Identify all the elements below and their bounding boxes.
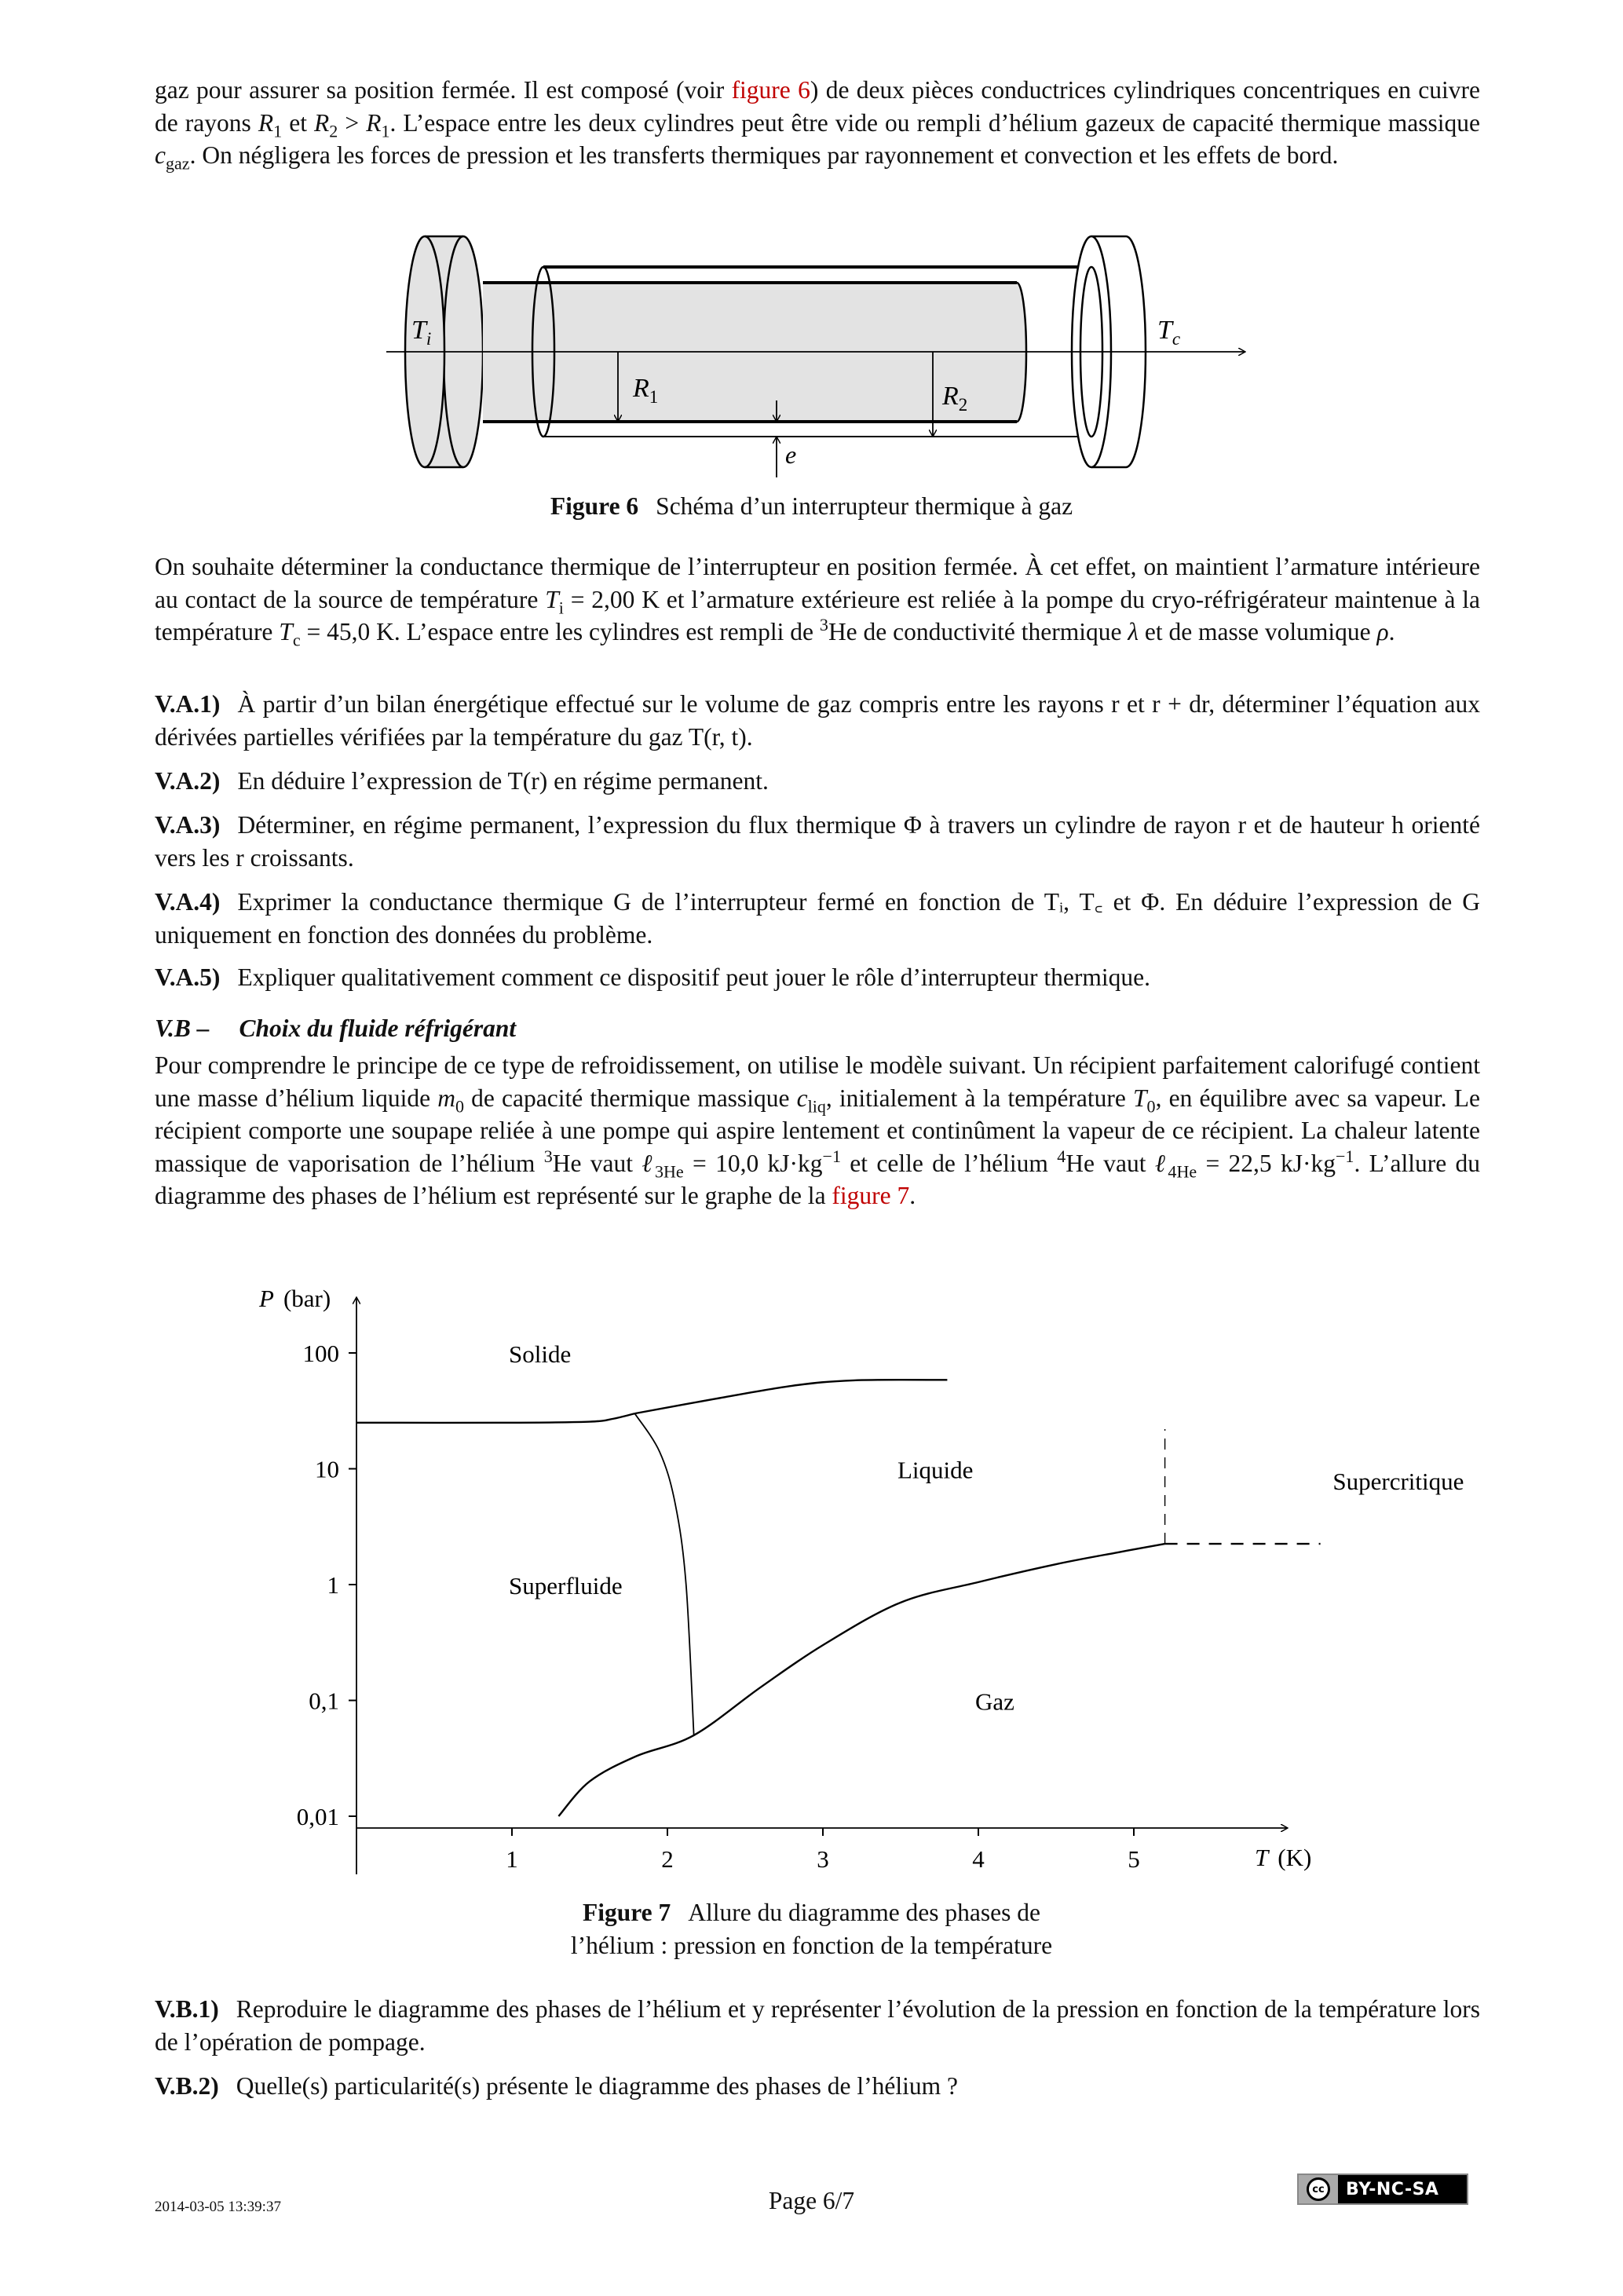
x-tick-label: 2: [661, 1845, 674, 1873]
label-r2: $R_2$: [942, 382, 968, 415]
y-tick-label: 1: [327, 1571, 339, 1599]
figure-6-link[interactable]: figure 6: [731, 76, 810, 104]
y-tick-label: 0,01: [296, 1803, 339, 1830]
figure-7-link[interactable]: figure 7: [832, 1182, 910, 1209]
figure-6-caption: Figure 6 Schéma d’un interrupteur thermique à gaz: [550, 492, 1073, 520]
question-vb1: V.B.1) Reproduire le diagramme des phases de l’hélium et y représenter l’évolution de la pression en fonction de la température lors de l’opération de pompage.: [155, 1995, 1480, 2056]
question-va5: V.A.5) Expliquer qualitativement comment ce dispositif peut jouer le rôle d’interrupteur thermique.: [155, 963, 1150, 991]
y-tick-label: 0,1: [309, 1687, 339, 1715]
figure-7-caption: Figure 7 Allure du diagramme des phases de l’hélium : pression en fonction de la température: [570, 1899, 1053, 1959]
figure-6-diagram: [0, 0, 1623, 550]
label-r1: $R_1$: [633, 374, 659, 407]
region-label-liquide: Liquide: [897, 1456, 974, 1484]
question-va4: V.A.4) Exprimer la conductance thermique G de l’interrupteur fermé en fonction de Tᵢ, T꜀ et Φ. En déduire l’expression de G uniquement en fonction des données du problème.: [155, 888, 1480, 949]
y-tick-label: 100: [302, 1340, 339, 1367]
x-tick-label: 1: [506, 1845, 518, 1873]
region-label-superfluide: Superfluide: [509, 1572, 623, 1600]
setup-paragraph: On souhaite déterminer la conductance thermique de l’interrupteur en position fermée. À cet effet, on maintient l’armature intérieure au contact de la source de température $T_i = 2,00$ K et l’armature extérieure est reliée à la pompe du cryo-réfrigérateur maintenue à la température $T_c = 45,0$ K. L’espace entre les cylindres est rempli de $^3$He de conductivité thermique λ et de masse volumique ρ.: [155, 553, 1481, 650]
question-vb2: V.B.2) Quelle(s) particularité(s) présente le diagramme des phases de l’hélium ?: [155, 2072, 958, 2100]
label-tc: $T_c$: [1157, 316, 1181, 349]
region-label-supercritique: Supercritique: [1332, 1467, 1464, 1495]
curve-vaporization: [558, 1544, 1164, 1816]
intro-paragraph: gaz pour assurer sa position fermée. Il est composé (voir figure 6) de deux pièces conductrices cylindriques concentriques en cuivre de rayons $R_1$ et $R_2 > R_1$. L’espace entre les deux cylindres peut être vide ou rempli d’hélium gazeux de capacité thermique massique $c_{gaz}$. On négligera les forces de pression et les transferts thermiques par rayonnement et convection et les effets de bord.: [155, 76, 1481, 174]
curve-solid-superfluid: [356, 1413, 634, 1423]
question-va3: V.A.3) Déterminer, en régime permanent, l’expression du flux thermique Φ à travers un cylindre de rayon r et de hauteur h orienté vers les r croissants.: [155, 811, 1480, 872]
x-tick-label: 4: [972, 1845, 985, 1873]
cc-icon: cc: [1299, 2175, 1338, 2203]
footer-timestamp: 2014-03-05 13:39:37: [155, 2199, 281, 2215]
cc-license-badge[interactable]: [1297, 2174, 1468, 2205]
label-ti: $T_i$: [411, 316, 432, 349]
curve-lambda-line: [634, 1413, 693, 1735]
figure-7-phase-diagram: [0, 1256, 1623, 1900]
section-heading-vb: V.B – Choix du fluide réfrigérant: [155, 1015, 517, 1042]
y-tick-label: 10: [315, 1455, 339, 1483]
question-va1: V.A.1) À partir d’un bilan énergétique effectué sur le volume de gaz compris entre les rayons r et r + dr, déterminer l’équation aux dérivées partielles vérifiées par la température du gaz T(r, t).: [155, 690, 1480, 751]
x-tick-label: 3: [817, 1845, 829, 1873]
region-label-gaz: Gaz: [975, 1687, 1014, 1716]
x-axis-label: T (K): [1255, 1844, 1312, 1871]
page-number: Page 6/7: [768, 2187, 855, 2214]
region-label-solide: Solide: [509, 1340, 572, 1368]
curve-solid-liquid: [634, 1380, 947, 1413]
section-b-paragraph: Pour comprendre le principe de ce type de refroidissement, on utilise le modèle suivant. Un récipient parfaitement calorifugé contient une masse d’hélium liquide $m_0$ de capacité thermique massique $c_{liq}$, initialement à la température $T_0$, en équilibre avec sa vapeur. Le récipient comporte une soupape reliée à une pompe qui aspire lentement et continûment la vapeur de ce récipient. La chaleur latente massique de vaporisation de l’hélium $^3$He vaut ℓ$_{3He}$ = 10,0 $kJ\cdot kg^{-1}$ et celle de l’hélium $^4$He vaut ℓ$_{4He}$ = 22,5 $kJ\cdot kg^{-1}$. L’allure du diagramme des phases de l’hélium est représenté sur le graphe de la figure 7.: [155, 1051, 1481, 1209]
label-e: e: [785, 441, 797, 469]
x-tick-label: 5: [1128, 1845, 1140, 1873]
license-text: BY-NC-SA: [1346, 2179, 1439, 2199]
y-axis-label: P (bar): [259, 1285, 331, 1312]
question-va2: V.A.2) En déduire l’expression de T(r) en régime permanent.: [155, 767, 769, 795]
